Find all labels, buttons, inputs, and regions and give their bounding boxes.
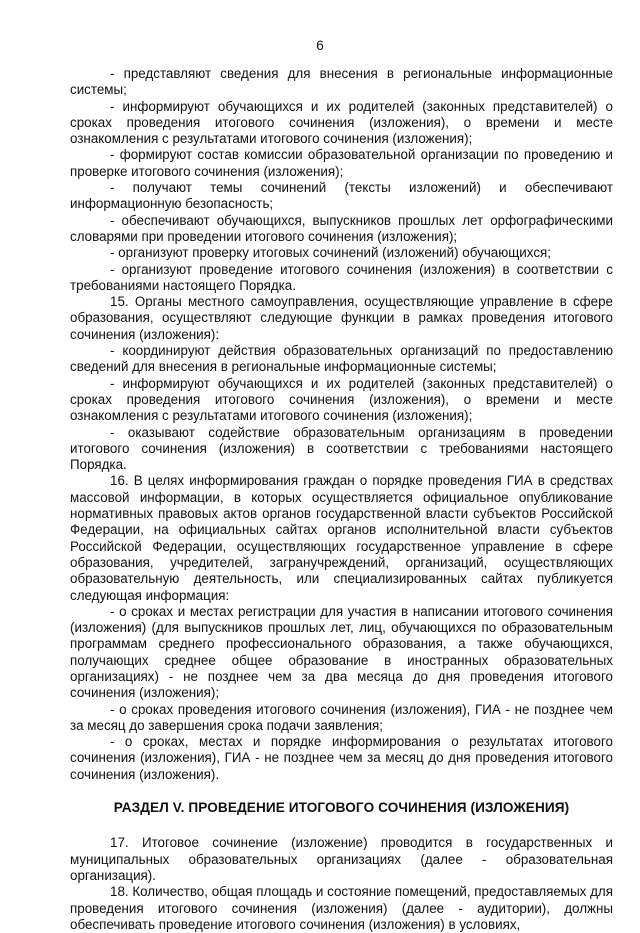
clauses-17-18 bbox=[70, 835, 613, 933]
paragraph: - информируют обучающихся и их родителей (законных представителей) о сроках проведения итогового сочинения (изложения), о времени и месте ознакомления с результатами итогового сочинения (изложения); bbox=[70, 375, 613, 424]
section-heading: РАЗДЕЛ V. ПРОВЕДЕНИЕ ИТОГОВОГО СОЧИНЕНИЯ (ИЗЛОЖЕНИЯ) bbox=[113, 800, 570, 816]
paragraph: - о сроках, местах и порядке информирования о результатах итогового сочинения (изложения), ГИА - не позднее чем за месяц до дня проведения итогового сочинения (изложения). bbox=[70, 734, 613, 782]
paragraph: - о сроках проведения итогового сочинения (изложения), ГИА - не позднее чем за месяц до завершения срока подачи заявления; bbox=[70, 701, 613, 733]
paragraph: 18. Количество, общая площадь и состояние помещений, предоставляемых для проведения итогового сочинения (изложения) (далее - аудитории), должны обеспечивать проведение итогового сочинения (изложения) в условиях, bbox=[70, 884, 613, 932]
paragraph: - информируют обучающихся и их родителей (законных представителей) о сроках проведения итогового сочинения (изложения), о времени и месте ознакомления с результатами итогового сочинения (изложения); bbox=[70, 98, 613, 147]
functions-list-educational-organizations bbox=[70, 66, 613, 294]
paragraph: - оказывают содействие образовательным организациям в проведении итогового сочинения (изложения) в соответствии с требованиями настоящего Порядка. bbox=[70, 424, 613, 473]
clause-15 bbox=[70, 294, 613, 473]
document-body bbox=[70, 66, 613, 933]
paragraph: 17. Итоговое сочинение (изложение) проводится в государственных и муниципальных образовательных организациях (далее - образовательная организация). bbox=[70, 835, 613, 883]
paragraph: - получают темы сочинений (тексты изложений) и обеспечивают информационную безопасность; bbox=[70, 180, 613, 212]
paragraph: 16. В целях информирования граждан о порядке проведения ГИА в средствах массовой информации, в которых осуществляется официальное опубликование нормативных правовых актов органов государственной власти субъектов Российской Федерации, на официальных сайтах органов исполнительной власти субъектов Российской Федерации, осуществляющих государственное управление в сфере образования, учредителей, загранучреждений, организаций, осуществляющих образовательную деятельность, или специализированных сайтах публикуется следующая информация: bbox=[70, 473, 613, 603]
paragraph: - формируют состав комиссии образовательной организации по проведению и проверке итогового сочинения (изложения); bbox=[70, 147, 613, 179]
page-number: 6 bbox=[316, 38, 324, 53]
paragraph: - организуют проведение итогового сочинения (изложения) в соответствии с требованиями настоящего Порядка. bbox=[70, 261, 613, 293]
clause-16 bbox=[70, 473, 613, 783]
paragraph: 15. Органы местного самоуправления, осуществляющие управление в сфере образования, осуществляют следующие функции в рамках проведения итогового сочинения (изложения): bbox=[70, 294, 613, 342]
paragraph: - представляют сведения для внесения в региональные информационные системы; bbox=[70, 66, 613, 98]
paragraph: - организуют проверку итоговых сочинений (изложений) обучающихся; bbox=[110, 245, 551, 261]
paragraph: - о сроках и местах регистрации для участия в написании итогового сочинения (изложения) (для выпускников прошлых лет, лиц, обучающихся по образовательным программам среднего профессионального образования, а также обучающихся, получающих среднее общее образование в иностранных образовательных организациях) - не позднее чем за два месяца до дня проведения итогового сочинения (изложения); bbox=[70, 603, 613, 701]
paragraph: - координируют действия образовательных организаций по предоставлению сведений для внесения в региональные информационные системы; bbox=[70, 343, 613, 375]
paragraph: - обеспечивают обучающихся, выпускников прошлых лет орфографическими словарями при проведении итогового сочинения (изложения); bbox=[70, 212, 613, 244]
